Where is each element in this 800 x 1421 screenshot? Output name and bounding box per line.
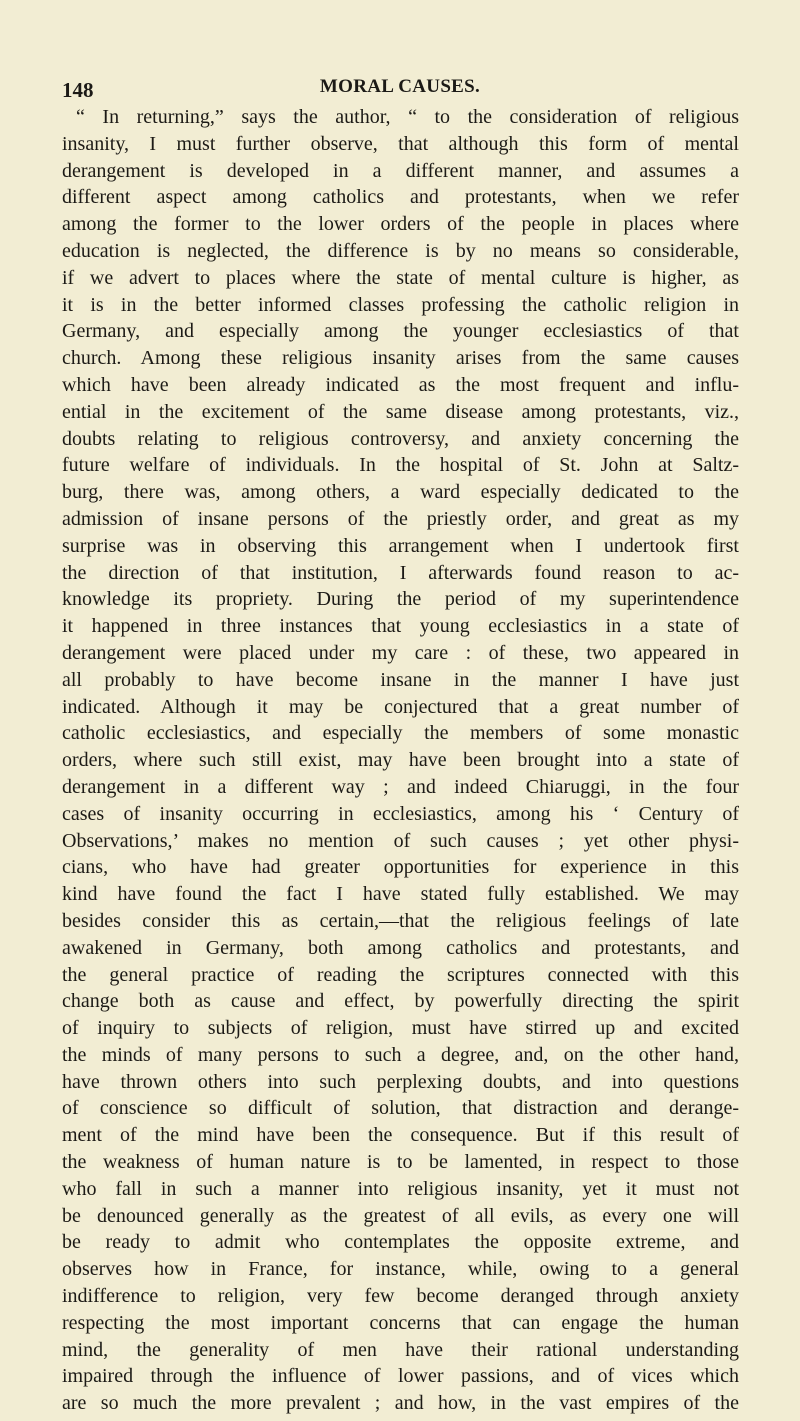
text-line: be denounced generally as the greatest of all evils, as every one will [62,1204,739,1227]
text-line: education is neglected, the difference is by no means so considerable, [62,239,739,262]
text-line: ential in the excitement of the same disease among protestants, viz., [62,400,739,423]
text-line: are so much the more prevalent ; and how, in the vast empires of the [62,1392,739,1415]
text-line: cians, who have had greater opportunities for experience in this [62,856,739,879]
text-line: which have been already indicated as the most frequent and influ- [62,373,739,396]
text-line: if we advert to places where the state of mental culture is higher, as [62,266,739,289]
text-line: awakened in Germany, both among catholics and protestants, and [62,936,739,959]
text-line: orders, where such still exist, may have been brought into a state of [62,749,739,772]
text-line: respecting the most important concerns that can engage the human [62,1311,739,1334]
body-text [62,104,739,1417]
text-line: Observations,’ makes no mention of such causes ; yet other physi- [62,829,739,852]
text-line: all probably to have become insane in the manner I have just [62,668,739,691]
text-line: cases of insanity occurring in ecclesiastics, among his ‘ Century of [62,802,739,825]
text-line: indifference to religion, very few become deranged through anxiety [62,1285,739,1308]
text-line: indicated. Although it may be conjectured that a great number of [62,695,739,718]
text-line: have thrown others into such perplexing doubts, and into questions [62,1070,739,1093]
text-line: surprise was in observing this arrangement when I undertook first [62,534,739,557]
text-line: derangement is developed in a different manner, and assumes a [62,159,739,182]
text-line: impaired through the influence of lower passions, and of vices which [62,1365,739,1388]
text-line: kind have found the fact I have stated fully established. We may [62,883,739,906]
text-line: besides consider this as certain,—that the religious feelings of late [62,909,739,932]
text-line: it happened in three instances that young ecclesiastics in a state of [62,615,739,638]
text-line: mind, the generality of men have their rational understanding [62,1338,739,1361]
running-head: MORAL CAUSES. [319,76,481,97]
text-line: the general practice of reading the scriptures connected with this [62,963,739,986]
text-line: doubts relating to religious controversy, and anxiety concerning the [62,427,739,450]
text-line: who fall in such a manner into religious insanity, yet it must not [62,1177,739,1200]
text-line: admission of insane persons of the priestly order, and great as my [62,507,739,530]
text-line: Germany, and especially among the younger ecclesiastics of that [62,320,739,343]
text-line: it is in the better informed classes professing the catholic religion in [62,293,739,316]
text-line: change both as cause and effect, by powerfully directing the spirit [62,990,739,1013]
text-line: among the former to the lower orders of the people in places where [62,213,739,236]
text-line: catholic ecclesiastics, and especially the members of some monastic [62,722,739,745]
text-line: of inquiry to subjects of religion, must have stirred up and excited [62,1017,739,1040]
text-line: the weakness of human nature is to be lamented, in respect to those [62,1151,739,1174]
text-line: insanity, I must further observe, that although this form of mental [62,132,739,155]
text-line: observes how in France, for instance, while, owing to a general [62,1258,739,1281]
text-line: knowledge its propriety. During the period of my superintendence [62,588,739,611]
text-line: the direction of that institution, I afterwards found reason to ac- [62,561,739,584]
text-line: future welfare of individuals. In the hospital of St. John at Saltz- [62,454,739,477]
text-line: burg, there was, among others, a ward especially dedicated to the [62,481,739,504]
text-line: “ In returning,” says the author, “ to the consideration of religious [76,106,739,128]
text-line: derangement were placed under my care : of these, two appeared in [62,641,739,664]
text-line: of conscience so difficult of solution, that distraction and derange- [62,1097,739,1120]
text-line: the minds of many persons to such a degree, and, on the other hand, [62,1043,739,1066]
text-line: ment of the mind have been the consequence. But if this result of [62,1124,739,1147]
text-line: different aspect among catholics and protestants, when we refer [62,186,739,209]
text-line: derangement in a different way ; and indeed Chiaruggi, in the four [62,775,739,798]
page-number: 148 [62,78,94,102]
text-line: be ready to admit who contemplates the opposite extreme, and [62,1231,739,1254]
text-line: church. Among these religious insanity arises from the same causes [62,347,739,370]
